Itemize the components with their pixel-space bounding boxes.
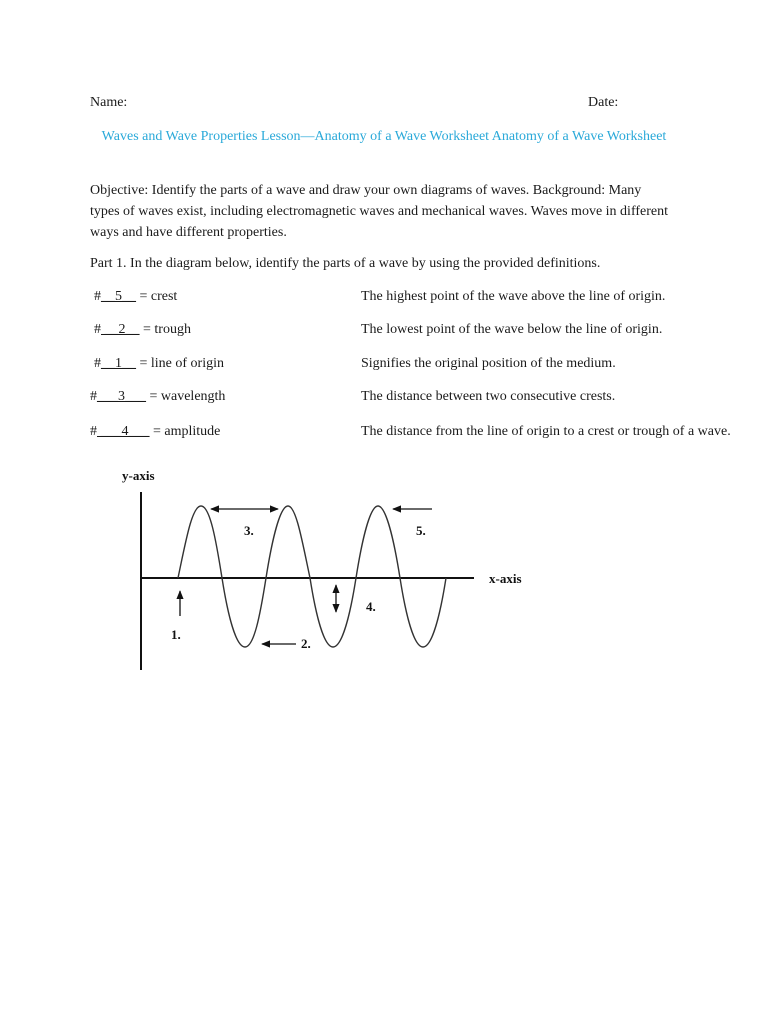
term-label: = line of origin	[139, 356, 224, 371]
answer-blank: 2	[118, 322, 126, 337]
answer-blank: 1	[115, 356, 122, 371]
hash-mark: #	[94, 322, 101, 337]
label-5: 5.	[416, 523, 426, 538]
definition-text: The highest point of the wave above the line of origin.	[361, 289, 666, 304]
definition-row-amplitude: # ___4___ = amplitude The distance from the line of origin to a crest or trough of a wave.	[90, 424, 731, 439]
definition-row-wavelength: #___3___ = wavelength The distance between two consecutive crests.	[90, 389, 616, 404]
answer-blank: 5	[115, 289, 122, 304]
hash-mark: #	[94, 289, 101, 304]
answer-blank: 3	[118, 389, 125, 404]
definition-row-crest: #__5__ = crest The highest point of the wave above the line of origin.	[94, 289, 666, 304]
definition-row-trough: # __2__ = trough The lowest point of the wave below the line of origin.	[94, 322, 663, 337]
definition-text: The distance from the line of origin to a crest or trough of a wave.	[361, 424, 731, 439]
definition-text: The distance between two consecutive crests.	[361, 389, 616, 404]
label-1: 1.	[171, 627, 181, 642]
term-label: = crest	[139, 289, 178, 304]
answer-blank: 4	[121, 424, 129, 439]
definition-row-line-of-origin: #__1__ = line of origin Signifies the original position of the medium.	[94, 356, 616, 371]
name-label: Name:	[90, 95, 128, 110]
definition-text: The lowest point of the wave below the line of origin.	[361, 322, 663, 337]
term-label: = wavelength	[149, 389, 226, 404]
hash-mark: #	[90, 389, 97, 404]
label-3: 3.	[244, 523, 254, 538]
y-axis-label: y-axis	[122, 468, 155, 483]
term-label: = trough	[143, 322, 191, 337]
x-axis-label: x-axis	[489, 571, 522, 586]
date-label: Date:	[588, 95, 619, 110]
label-4: 4.	[366, 599, 376, 614]
objective-paragraph: Objective: Identify the parts of a wave and draw your own diagrams of waves. Background: Many types of waves exist, including electromagnetic waves and mechanical waves. Waves move in different ways and have different properties.	[90, 183, 668, 240]
hash-mark: #	[94, 356, 101, 371]
wave-curve	[178, 506, 446, 647]
label-2: 2.	[301, 636, 311, 651]
part1-instructions: Part 1. In the diagram below, identify the parts of a wave by using the provided definitions.	[90, 256, 601, 271]
term-label: = amplitude	[153, 424, 221, 439]
worksheet-title: Waves and Wave Properties Lesson—Anatomy of a Wave Worksheet Anatomy of a Wave Worksheet	[101, 129, 667, 144]
definition-text: Signifies the original position of the medium.	[361, 356, 616, 371]
hash-mark: #	[90, 424, 97, 439]
